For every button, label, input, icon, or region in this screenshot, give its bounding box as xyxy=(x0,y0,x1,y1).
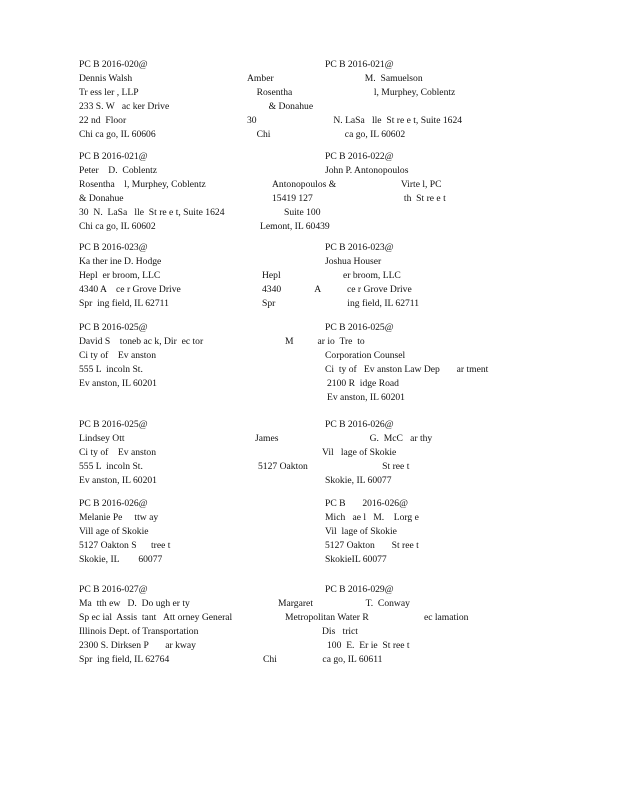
service-entry xyxy=(262,269,562,311)
service-entry xyxy=(284,206,584,220)
organization: Tr ess ler , LLP xyxy=(79,87,139,98)
case-number: PC B 2016-026@ xyxy=(325,498,408,509)
service-entry xyxy=(327,639,618,653)
organization: Ci ty of Ev anston xyxy=(79,447,157,458)
address-line: 5127 Oakton St ree t xyxy=(325,540,419,551)
city-state-zip: Skokie, IL 60077 xyxy=(325,475,392,486)
address-line: Suite 100 xyxy=(284,207,321,218)
address-line: 2300 S. Dirksen P ar kway xyxy=(79,640,196,651)
contact-name: James G. McC ar thy xyxy=(255,433,433,444)
city-state-zip: Chi ca go, IL 60602 xyxy=(247,129,406,140)
service-entry-case xyxy=(325,583,394,597)
contact-name: Lindsey Ott xyxy=(79,433,125,444)
address-line: 15419 127 th St re e t xyxy=(272,193,446,204)
case-number: PC B 2016-027@ xyxy=(79,584,148,595)
city-state-zip: Ev anston, IL 60201 xyxy=(327,392,405,403)
organization: Illinois Dept. of Transportation xyxy=(79,626,199,637)
service-entry xyxy=(272,192,572,206)
service-entry xyxy=(325,497,419,567)
address-line: 30 N. LaSa lle St re e t, Suite 1624 xyxy=(79,207,225,218)
address-line: 2100 R idge Road xyxy=(327,378,399,389)
address-line: 555 L incoln St. xyxy=(79,461,143,472)
address-line: 233 S. W ac ker Drive xyxy=(79,101,170,112)
organization: Rosentha l, Murphey, Coblentz xyxy=(79,179,206,190)
address-line: 4340 A ce r Grove Drive xyxy=(262,284,412,295)
service-entry xyxy=(79,497,319,567)
contact-name: John P. Antonopoulos xyxy=(325,165,409,176)
organization: Vill age of Skokie xyxy=(79,526,149,537)
service-entry xyxy=(322,625,618,639)
case-number: PC B 2016-023@ xyxy=(79,242,148,253)
case-number: PC B 2016-025@ xyxy=(79,322,148,333)
service-entry-case xyxy=(325,150,408,178)
service-entry xyxy=(325,474,618,488)
service-entry xyxy=(79,418,319,488)
contact-name: Mich ae l M. Lorg e xyxy=(325,512,419,523)
service-entry xyxy=(263,653,563,667)
organization: Antonopoulos & Virte l, PC xyxy=(272,179,442,190)
service-entry xyxy=(285,335,585,349)
contact-name: M ar io Tre to xyxy=(285,336,365,347)
address-line: 22 nd Floor xyxy=(79,115,127,126)
service-entry xyxy=(255,432,555,446)
organization: & Donahue xyxy=(247,101,314,112)
service-entry xyxy=(79,321,319,391)
city-state-zip: Spr ing field, IL 62711 xyxy=(262,298,420,309)
case-number: PC B 2016-026@ xyxy=(79,498,148,509)
organization: Vil lage of Skokie xyxy=(322,447,397,458)
city-state-zip: Ev anston, IL 60201 xyxy=(79,475,157,486)
city-state-zip: Chi ca go, IL 60611 xyxy=(263,654,383,665)
organization: Sp ec ial Assis tant Att orney General xyxy=(79,612,233,623)
case-number: PC B 2016-023@ xyxy=(325,242,394,253)
contact-name: Dennis Walsh xyxy=(79,73,133,84)
contact-name: Joshua Houser xyxy=(325,256,382,267)
organization: Ci ty of Ev anston xyxy=(79,350,157,361)
contact-name: Margaret T. Conway xyxy=(278,598,410,609)
city-state-zip: SkokieIL 60077 xyxy=(325,554,387,565)
organization: Hepl er broom, LLC xyxy=(79,270,161,281)
organization: Rosentha l, Murphey, Coblentz xyxy=(247,87,456,98)
service-entry-case xyxy=(325,321,394,335)
service-entry xyxy=(258,460,558,474)
organization: Dis trict xyxy=(322,626,358,637)
service-entry xyxy=(247,72,547,142)
city-state-zip: Spr ing field, IL 62764 xyxy=(79,654,170,665)
case-number: PC B 2016-025@ xyxy=(325,322,394,333)
case-number: PC B 2016-020@ xyxy=(79,59,148,70)
service-entry xyxy=(278,597,578,611)
organization: Hepl er broom, LLC xyxy=(262,270,401,281)
organization: Vil lage of Skokie xyxy=(325,526,397,537)
organization: Metropolitan Water R ec lamation xyxy=(285,612,469,623)
case-number: PC B 2016-021@ xyxy=(325,59,394,70)
service-entry xyxy=(327,377,618,405)
contact-name: Ka ther ine D. Hodge xyxy=(79,256,162,267)
service-entry-case xyxy=(325,58,394,72)
contact-name: Ma tth ew D. Do ugh er ty xyxy=(79,598,190,609)
city-state-zip: Lemont, IL 60439 xyxy=(260,221,330,232)
service-entry xyxy=(322,446,618,460)
address-line: 4340 A ce r Grove Drive xyxy=(79,284,181,295)
case-number: PC B 2016-021@ xyxy=(79,151,148,162)
address-line: 555 L incoln St. xyxy=(79,364,143,375)
case-number: PC B 2016-026@ xyxy=(325,419,394,430)
address-line: 30 N. LaSa lle St re e t, Suite 1624 xyxy=(247,115,463,126)
city-state-zip: Chi ca go, IL 60602 xyxy=(79,221,156,232)
service-entry xyxy=(285,611,585,625)
contact-name: Amber M. Samuelson xyxy=(247,73,423,84)
case-number: PC B 2016-025@ xyxy=(79,419,148,430)
service-entry-case xyxy=(325,418,394,432)
city-state-zip: Spr ing field, IL 62711 xyxy=(79,298,169,309)
service-entry xyxy=(260,220,560,234)
case-number: PC B 2016-029@ xyxy=(325,584,394,595)
case-number: PC B 2016-022@ xyxy=(325,151,394,162)
address-line: 5127 Oakton S tree t xyxy=(79,540,171,551)
address-line: 100 E. Er ie St ree t xyxy=(327,640,410,651)
contact-name: Peter D. Coblentz xyxy=(79,165,158,176)
city-state-zip: Chi ca go, IL 60606 xyxy=(79,129,156,140)
city-state-zip: Ev anston, IL 60201 xyxy=(79,378,157,389)
city-state-zip: Skokie, IL 60077 xyxy=(79,554,163,565)
contact-name: David S toneb ac k, Dir ec tor xyxy=(79,336,204,347)
service-entry xyxy=(325,349,618,377)
organization: & Donahue xyxy=(79,193,124,204)
contact-name: Melanie Pe ttw ay xyxy=(79,512,159,523)
organization: Corporation Counsel xyxy=(325,350,406,361)
organization: Ci ty of Ev anston Law Dep ar tment xyxy=(325,364,489,375)
service-entry xyxy=(272,178,572,192)
service-entry-case xyxy=(325,241,394,269)
address-line: 5127 Oakton St ree t xyxy=(258,461,410,472)
